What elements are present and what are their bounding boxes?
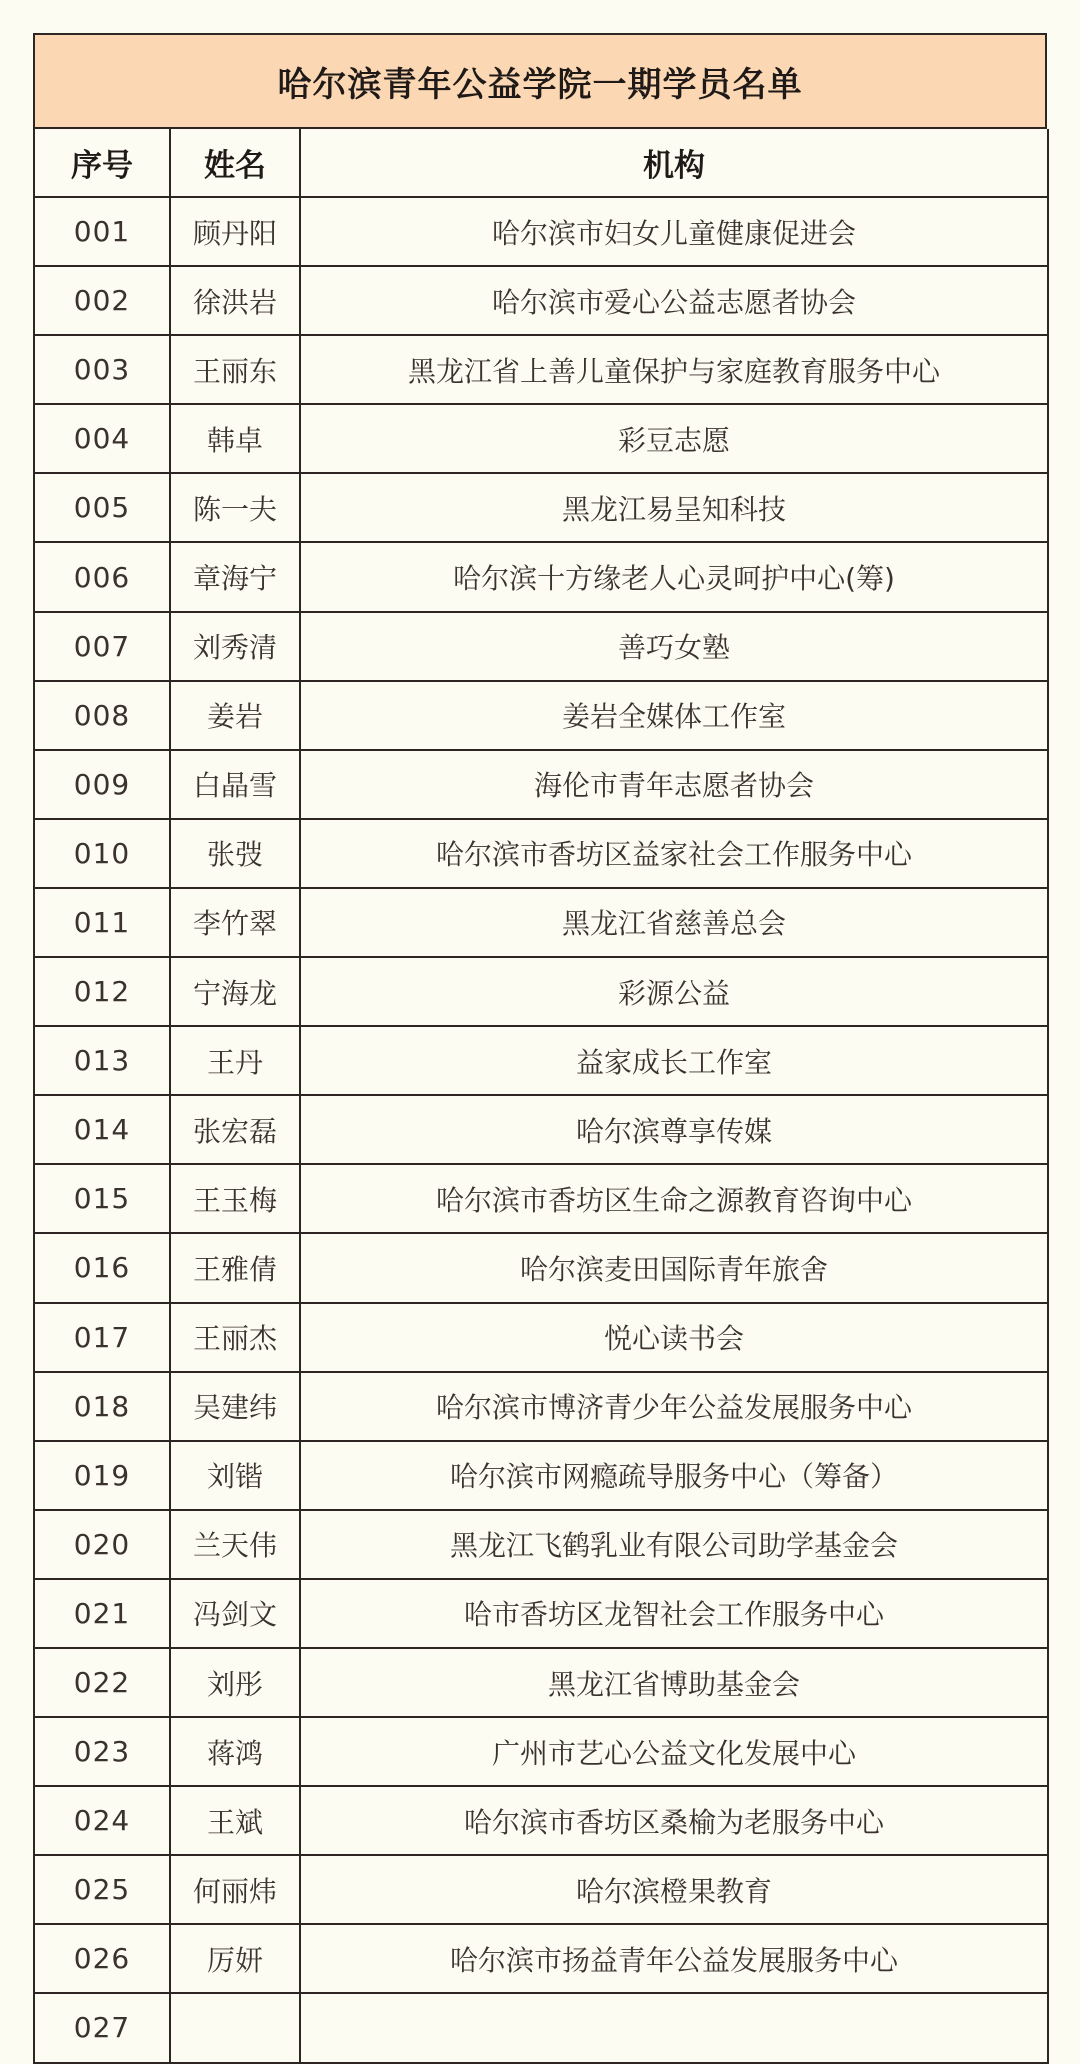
table-row xyxy=(34,335,1048,404)
row-name: 白晶雪 xyxy=(170,750,300,819)
row-name: 陈一夫 xyxy=(170,473,300,542)
row-organization: 黑龙江省慈善总会 xyxy=(300,888,1048,957)
table-row xyxy=(34,1717,1048,1786)
row-organization: 广州市艺心公益文化发展中心 xyxy=(300,1717,1048,1786)
row-organization: 哈尔滨市香坊区生命之源教育咨询中心 xyxy=(300,1164,1048,1233)
row-number: 022 xyxy=(34,1648,170,1717)
row-name: 王丽东 xyxy=(170,335,300,404)
row-number: 009 xyxy=(34,750,170,819)
row-name: 王玉梅 xyxy=(170,1164,300,1233)
row-organization: 黑龙江飞鹤乳业有限公司助学基金会 xyxy=(300,1510,1048,1579)
row-organization: 海伦市青年志愿者协会 xyxy=(300,750,1048,819)
row-organization xyxy=(300,1993,1048,2062)
row-organization: 哈尔滨市博济青少年公益发展服务中心 xyxy=(300,1372,1048,1441)
row-name: 李竹翠 xyxy=(170,888,300,957)
row-number: 017 xyxy=(34,1303,170,1372)
row-organization: 黑龙江省上善儿童保护与家庭教育服务中心 xyxy=(300,335,1048,404)
row-name: 宁海龙 xyxy=(170,957,300,1026)
row-number: 008 xyxy=(34,681,170,750)
row-name: 顾丹阳 xyxy=(170,197,300,266)
header-row xyxy=(34,129,1048,197)
table-row xyxy=(34,473,1048,542)
row-number: 003 xyxy=(34,335,170,404)
row-number: 005 xyxy=(34,473,170,542)
row-number: 012 xyxy=(34,957,170,1026)
table-row xyxy=(34,1648,1048,1717)
table-row xyxy=(34,612,1048,681)
row-number: 025 xyxy=(34,1855,170,1924)
row-organization: 哈尔滨市香坊区益家社会工作服务中心 xyxy=(300,819,1048,888)
row-number: 013 xyxy=(34,1026,170,1095)
row-number: 010 xyxy=(34,819,170,888)
row-name xyxy=(170,1993,300,2062)
row-number: 007 xyxy=(34,612,170,681)
title-bar xyxy=(33,33,1047,129)
table-row xyxy=(34,266,1048,335)
table-row xyxy=(34,1026,1048,1095)
column-header-org: 机构 xyxy=(300,129,1048,197)
row-number: 026 xyxy=(34,1924,170,1993)
row-organization: 黑龙江易呈知科技 xyxy=(300,473,1048,542)
row-number: 023 xyxy=(34,1717,170,1786)
row-name: 刘彤 xyxy=(170,1648,300,1717)
row-organization: 哈尔滨橙果教育 xyxy=(300,1855,1048,1924)
table-row xyxy=(34,1303,1048,1372)
row-organization: 哈尔滨十方缘老人心灵呵护中心(筹) xyxy=(300,542,1048,611)
row-number: 002 xyxy=(34,266,170,335)
row-organization: 哈尔滨市爱心公益志愿者协会 xyxy=(300,266,1048,335)
row-organization: 彩源公益 xyxy=(300,957,1048,1026)
table-row xyxy=(34,1372,1048,1441)
row-number: 014 xyxy=(34,1095,170,1164)
column-header-no: 序号 xyxy=(34,129,170,197)
table-row xyxy=(34,957,1048,1026)
row-name: 张弢 xyxy=(170,819,300,888)
row-name: 兰天伟 xyxy=(170,1510,300,1579)
table-row xyxy=(34,1095,1048,1164)
row-name: 冯剑文 xyxy=(170,1579,300,1648)
row-organization: 善巧女塾 xyxy=(300,612,1048,681)
row-name: 徐洪岩 xyxy=(170,266,300,335)
row-organization: 哈尔滨市香坊区桑榆为老服务中心 xyxy=(300,1786,1048,1855)
table-row xyxy=(34,197,1048,266)
row-number: 006 xyxy=(34,542,170,611)
row-number: 015 xyxy=(34,1164,170,1233)
roster-table xyxy=(33,129,1049,2064)
row-name: 刘锴 xyxy=(170,1441,300,1510)
row-number: 011 xyxy=(34,888,170,957)
row-organization: 哈市香坊区龙智社会工作服务中心 xyxy=(300,1579,1048,1648)
row-organization: 悦心读书会 xyxy=(300,1303,1048,1372)
page-title: 哈尔滨青年公益学院一期学员名单 xyxy=(277,64,803,105)
row-number: 001 xyxy=(34,197,170,266)
row-name: 蒋鸿 xyxy=(170,1717,300,1786)
table-row xyxy=(34,1579,1048,1648)
table-row xyxy=(34,1855,1048,1924)
row-organization: 姜岩全媒体工作室 xyxy=(300,681,1048,750)
row-number: 027 xyxy=(34,1993,170,2062)
table-row xyxy=(34,1924,1048,1993)
row-organization: 哈尔滨市网瘾疏导服务中心（筹备） xyxy=(300,1441,1048,1510)
row-name: 厉妍 xyxy=(170,1924,300,1993)
row-organization: 哈尔滨麦田国际青年旅舍 xyxy=(300,1233,1048,1302)
table-row xyxy=(34,542,1048,611)
table-row xyxy=(34,1786,1048,1855)
table-row xyxy=(34,1233,1048,1302)
table-row xyxy=(34,1441,1048,1510)
row-organization: 益家成长工作室 xyxy=(300,1026,1048,1095)
row-number: 021 xyxy=(34,1579,170,1648)
row-name: 韩卓 xyxy=(170,404,300,473)
row-organization: 哈尔滨市扬益青年公益发展服务中心 xyxy=(300,1924,1048,1993)
table-row xyxy=(34,1164,1048,1233)
row-organization: 哈尔滨尊享传媒 xyxy=(300,1095,1048,1164)
row-name: 吴建纬 xyxy=(170,1372,300,1441)
row-number: 016 xyxy=(34,1233,170,1302)
table-row xyxy=(34,681,1048,750)
table-row xyxy=(34,888,1048,957)
row-name: 王丹 xyxy=(170,1026,300,1095)
row-name: 刘秀清 xyxy=(170,612,300,681)
row-organization: 彩豆志愿 xyxy=(300,404,1048,473)
table-row xyxy=(34,1993,1048,2062)
row-name: 王丽杰 xyxy=(170,1303,300,1372)
table-row xyxy=(34,819,1048,888)
row-number: 020 xyxy=(34,1510,170,1579)
row-number: 019 xyxy=(34,1441,170,1510)
row-name: 王雅倩 xyxy=(170,1233,300,1302)
roster-body xyxy=(34,197,1048,2063)
row-organization: 黑龙江省博助基金会 xyxy=(300,1648,1048,1717)
column-header-name: 姓名 xyxy=(170,129,300,197)
row-organization: 哈尔滨市妇女儿童健康促进会 xyxy=(300,197,1048,266)
row-number: 024 xyxy=(34,1786,170,1855)
row-name: 王斌 xyxy=(170,1786,300,1855)
row-number: 004 xyxy=(34,404,170,473)
table-row xyxy=(34,404,1048,473)
roster-sheet xyxy=(33,33,1047,2064)
table-row xyxy=(34,750,1048,819)
row-name: 张宏磊 xyxy=(170,1095,300,1164)
table-row xyxy=(34,1510,1048,1579)
row-name: 姜岩 xyxy=(170,681,300,750)
row-name: 章海宁 xyxy=(170,542,300,611)
row-name: 何丽炜 xyxy=(170,1855,300,1924)
row-number: 018 xyxy=(34,1372,170,1441)
